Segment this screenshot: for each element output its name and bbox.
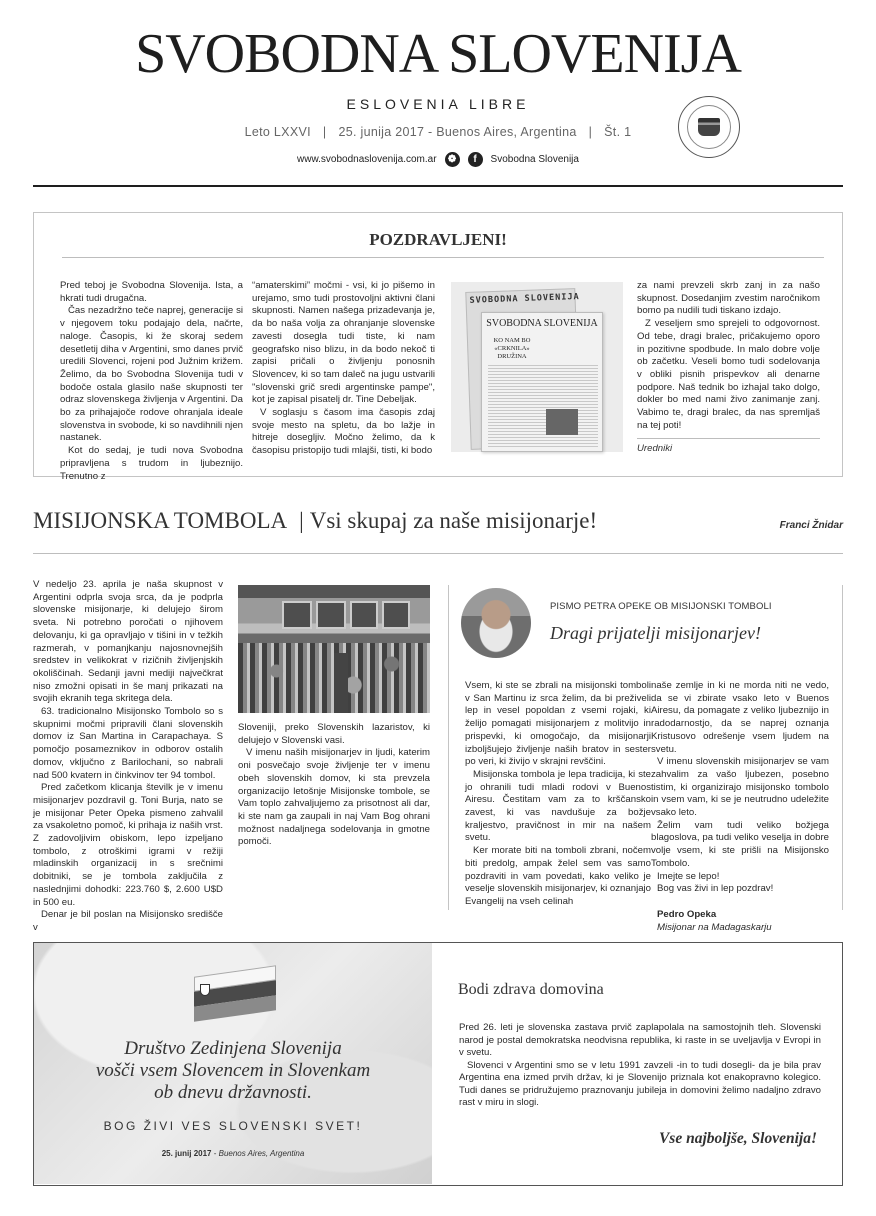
tombola-subtitle: Vsi skupaj za naše misijonarje! [309,508,598,533]
text-lines [488,363,598,448]
letter-signer-role: Misijonar na Madagaskarju [657,921,772,933]
newspaper-front [481,312,603,452]
paragraph: Želim vam tudi veliko božjega blagoslova, pa tudi veliko veselja in dobre volje vsem, ki ste prišli na Misijonsko Tombolo. [651,819,829,869]
paragraph: Pred začetkom klicanja številk je v imenu misijonarjev pozdravil g. Toni Burja, nato se je misijonar Peter Opeka pismeno zahvalil za vsakoletno pomoč, ki prihaja iz naših vrst. Z zadovoljivim obiskom, lepo izpeljano tombolo, z otroškimi igrami v režiji mladinskih organizacij in s srečnimi dobitniki, se je tombola zaključila z naslednjimi dohodki: 223.760 $, 2.600 U$D in 500 eu. [33,782,223,908]
pedro-opeka-avatar [461,588,531,658]
masthead-divider [33,185,843,187]
ad-greeting [34,1038,432,1104]
paragraph: V imenu slovenskih misijonarjev se vam zahvalim za vašo ljubezen, posebno tistim, ki organizirajo misijonsko tombolo in vsem vam, ki se je neutrudno udeležite vsako leto. [651,756,829,819]
separator: - [211,1149,219,1158]
signature-divider [637,438,820,439]
letter-column-2 [651,680,829,934]
tombola-hall-photo [238,585,430,713]
paragraph: Čas nezadržno teče naprej, generacije si v njegovem toku podajajo dela, načrte, naloge. Časopis, ki že skoraj sedem desetletij diha v Argentini, smo danes prvič uredili Slovenci, rojeni pod Južnim križem. Želimo, da bo Svobodna Slovenija tudi v bodoče ostala glasilo naše skupnosti ter odraz slovenskega življenja v Argentini. Da bo za prihajajoče rodove ohranjala ideale slovenstva in svobode, ki so navdihnili njen nastanek. [60,305,243,444]
statehood-greeting-ad [34,943,432,1184]
issue-number: Št. 1 [604,125,632,139]
letter-signer-name: Pedro Opeka [657,908,717,920]
welcome-column-3 [637,280,820,432]
tombola-column-2 [238,722,430,849]
masthead-links [0,152,876,167]
paragraph: Pred 26. leti je slovenska zastava prvič zaplapolala na samostojnih tleh. Slovenski narod je postal demokratska neodvisna republika, ki raste in se uveljavlja v Evropi in v svetu. [459,1022,821,1058]
window [382,601,410,629]
slovenian-flag-icon [194,971,276,1017]
homeland-title: Bodi zdrava domovina [458,981,604,998]
letter-title: Dragi prijatelji misijonarjev! [550,623,761,643]
front-headline: KO NAM BO «CRKNILA» DRUŽINA [493,337,531,360]
welcome-article [33,212,843,482]
statehood-section [33,942,843,1186]
welcome-column-2 [252,280,435,458]
tombola-column-1 [33,579,223,935]
welcome-column-1 [60,280,243,483]
letter-column-1 [465,680,651,909]
paragraph: Sloveniji, preko Slovenskih lazaristov, ki delujejo v Slovenski vasi. [238,722,430,746]
homeland-closing: Vse najboljše, Slovenija! [658,1130,817,1147]
ad-line: vošči vsem Slovencem in Slovenkam [95,1060,371,1081]
paragraph: naše zemlje in ki ne morda niti ne vedo, da se vi zbirate vsako leto v Buenos Airesu, da pomagate z veliko ljubeznijo in radodarnostjo, da se naprej oznanja Kristusovo odrešenje vsem ljudem na svetu. [651,680,829,755]
window [282,601,312,629]
separator: | [322,125,327,139]
window [316,601,346,629]
paragraph: V soglasju s časom ima časopis zdaj svoje mesto na spletu, da bo lažje in hitreje dosegljiv. Močno želimo, da k časopisu pristopijo tudi mlajši, tisti, ki bodo [252,407,435,457]
welcome-title: POZDRAVLJENI! [369,230,507,249]
ad-date: 25. junij 2017 [161,1149,212,1158]
paragraph: Bog vas živi in lep pozdrav! [657,883,774,895]
aisle [334,653,348,713]
paragraph: Pred teboj je Svobodna Slovenija. Ista, a hkrati tudi drugačna. [60,280,243,304]
paragraph: Slovenci v Argentini smo se v letu 1991 zavzeli -in to tudi dosegli- da je bila prav Argentina ena izmed prvih držav, ki je Slovenijo priznala kot enakopravno kolegico. Tudi danes se pridružujemo praznovanju jubileja in domovini želimo nadaljno zdravo rast v miru in slogi. [459,1059,821,1108]
tombola-divider [33,553,843,554]
old-newspaper-photo [451,282,623,452]
tombola-title: MISIJONSKA TOMBOLA [33,508,288,533]
paragraph: “amaterskimi” močmi - vsi, ki jo pišemo in urejamo, smo tudi prostovoljni aktivni člani skupnosti. Namen našega prizadevanja je, da bo naša volja za ohranjanje slovenske zavesti dosegla tudi tiste, ki nam geografsko niso blizu, in da bodo nekoč ti zapisi pričali o življenju ponosnih Slovencev, ki so tam daleč na jugu ustvarili "slovenski grič sredi argentinske pampe", kot je zapisal pisatelj dr. Tine Debeljak. [252,280,435,406]
paragraph: Z veseljem smo sprejeli to odgovornost. Od tebe, dragi bralec, pričakujemo oporo in pozitivne spodbude. In malo dobre volje ob začetku. Veseli bomo tudi sodelovanja v obliki pisnih prispevkov ali denarne podpore. Naš tednik bo izhajal tako dolgo, dokler bo med nami živo zanimanje zanj. Vabimo te, dragi bralec, da nas spremljaš na tej poti! [637,318,820,431]
ad-line: ob dnevu državnosti. [154,1082,312,1103]
facebook-icon[interactable]: f [468,152,483,167]
separator: | [588,125,593,139]
ad-date-place [34,1149,432,1158]
ad-motto: BOG ŽIVI VES SLOVENSKI SVET! [103,1119,363,1133]
portrait-thumbnail [546,409,578,435]
front-masthead: SVOBODNA SLOVENIJA [486,318,598,329]
paragraph: Imejte se lepo! [657,870,720,882]
paragraph: Kot do sedaj, je tudi nova Svobodna pripravljena s trudom in ljubeznijo. Trenutno z [60,445,243,482]
paragraph: za nami prevzeli skrb zanj in za našo skupnost. Dosedanjim zvestim naročnikom bomo pa nudili tudi tiskano izdajo. [637,280,820,317]
separator: | [299,508,304,533]
volume-year: Leto LXXVI [244,125,311,139]
masthead-title: SVOBODNA SLOVENIJA [135,23,741,85]
facebook-page-link[interactable]: Svobodna Slovenija [490,154,579,165]
paragraph: Vsem, ki ste se zbrali na misijonski tomboli v San Martinu iz srca želim, da bi preživeli lep in vesel popoldan z vsemi rojaki, ki želijo pomagati misijonarjem z molitvijo in prispevki, ki omogočajo, da misijonarji izboljšujejo življenje naših bratov in sester po veri, ki živijo v skrajni revščini. [465,680,651,768]
paragraph: 63. tradicionalno Misijonsko Tombolo so s skupnimi močmi pripravili člani slovenskih domov iz San Martina in Carapachaya. S pomočjo posameznikov in odborov ostalih domov, vključno z Barilochani, so nabrali nad 500 kvatern in činkvinov ter 94 tombol. [33,706,223,781]
masthead-subtitle: ESLOVENIA LIBRE [346,96,530,112]
ad-place: Buenos Aires, Argentina [218,1149,305,1158]
issue-date-place: 25. junija 2017 - Buenos Aires, Argentina [338,125,577,139]
window [350,601,378,629]
homeland-body [459,1022,821,1110]
paragraph: Ker morate biti na tomboli zbrani, nočem biti predolg, ampak želel sem vas samo pozdraviti in vam povedati, kako veliko je veselje slovenskih misijonarjev, ki oznanjajo Evangelij na vseh celinah [465,845,651,907]
zedinjena-slovenija-seal-icon [678,96,740,158]
welcome-divider [62,257,824,258]
welcome-signature: Uredniki [637,443,673,454]
paragraph: Misijonska tombola je lepa tradicija, ki ste jo ohranili tudi mladi rodovi v Buenos Airesu. Čestitam vam za to krščansko zavest, ki vas navdušuje za božje kraljestvo, pravičnost in mir na našem svetu. [465,768,651,844]
back-masthead: SVOBODNA SLOVENIJA [469,291,580,306]
paragraph: Denar je bil poslan na Misijonsko središče v [33,909,223,933]
paragraph: V nedeljo 23. aprila je naša skupnost v Argentini odprla svoja srca, da je podprla slovenske misijonarje, ki delujejo širom sveta. Ni potrebno poročati o njihovem delovanju, ki ga opravljajo v tišini in v težkih razmerah, v pomanjkanju najosnovnejših sredstev in velikokrat v rizičnih življenjskih okoliščinah. Sedanji javni mediji največkrat niso zmožni opisati in še manj prikazati na svojih ekranih tega skritega dela. [33,579,223,705]
paragraph: V imenu naših misijonarjev in ljudi, katerim oni posvečajo svoje življenje ter v imenu obeh slovenskih domov, ki sta prevzela organizacijo letošnje Misijonske tombole, se Vam toplo zahvaljujemo za prisotnost ali dar, ki ste nam ga zaupali in naj Vam Bog ohrani možnost nadaljnega sodelovanja in gmotne pomoči. [238,747,430,848]
tombola-headline [33,508,597,534]
web-icon[interactable]: ❁ [445,152,460,167]
letter-kicker: PISMO PETRA OPEKE OB MISIJONSKI TOMBOLI [550,601,772,612]
website-link[interactable]: www.svobodnaslovenija.com.ar [297,154,437,165]
tombola-author: Franci Žnidar [779,520,843,531]
masthead-meta [0,125,876,139]
ad-line: Društvo Zedinjena Slovenija [124,1038,342,1059]
